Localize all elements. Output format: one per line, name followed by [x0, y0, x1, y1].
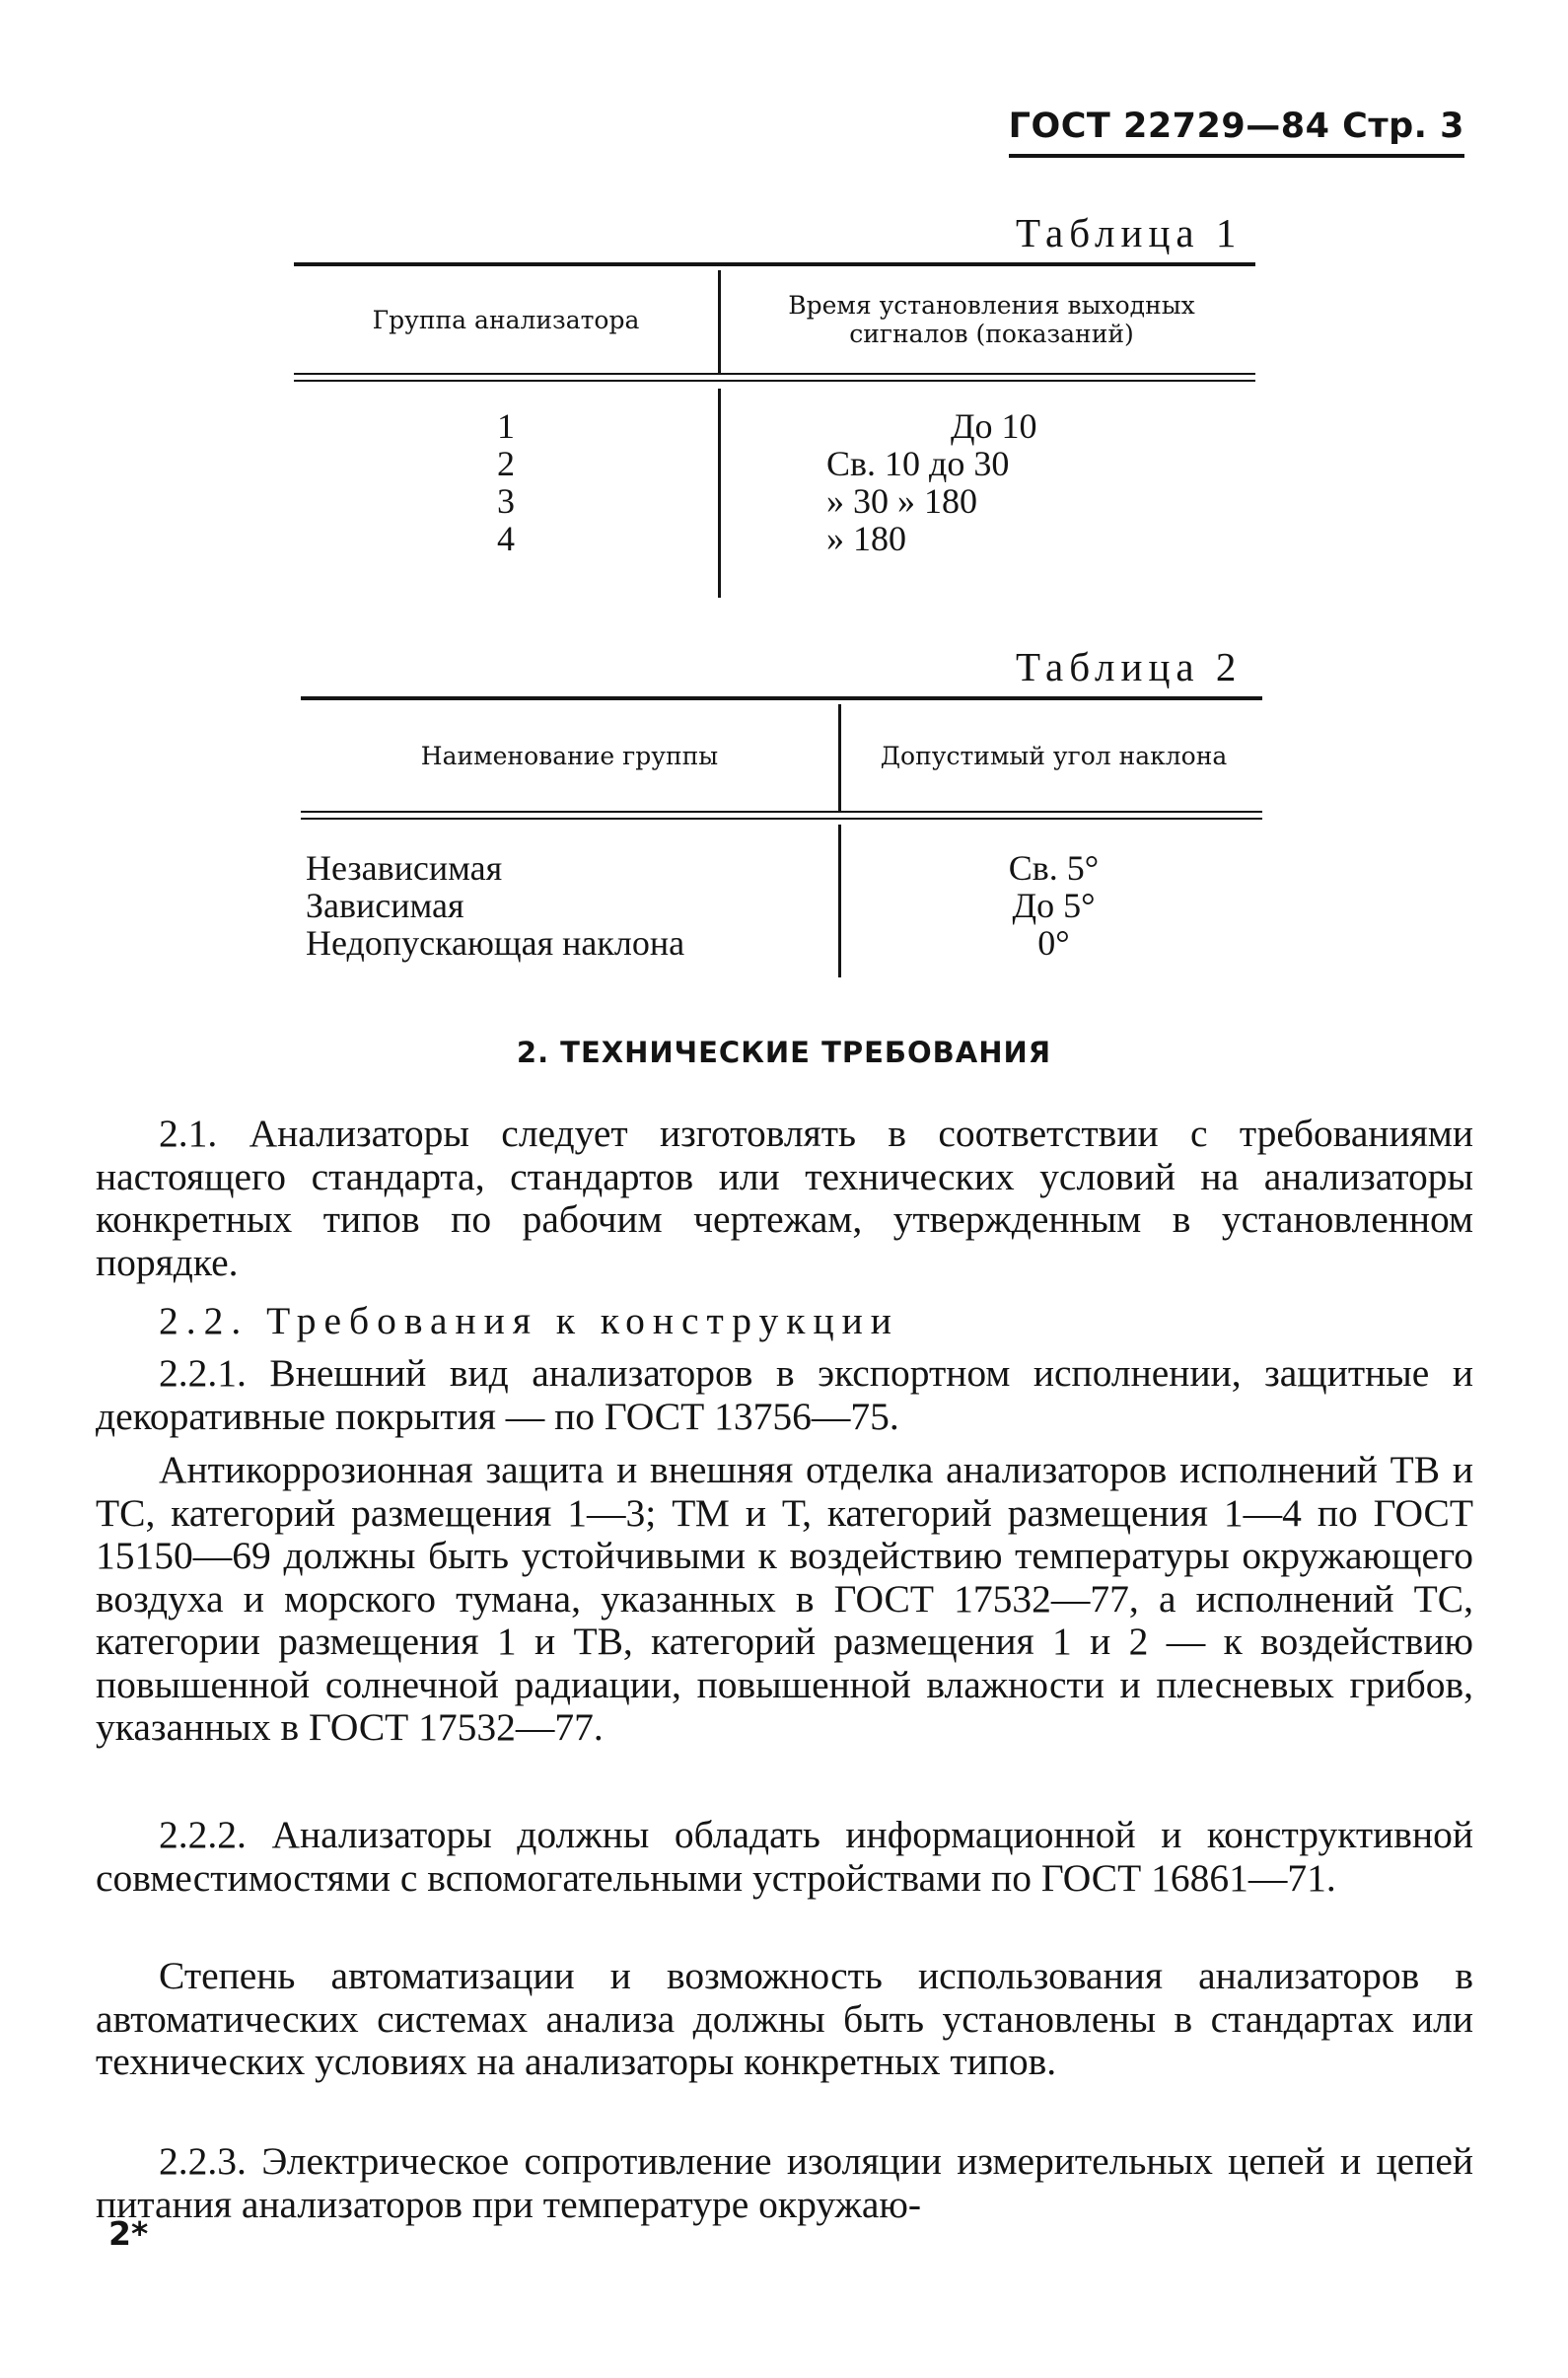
table2-header-rule	[301, 811, 1262, 820]
table1-top-rule	[294, 262, 1255, 266]
paragraph-2-2-1: 2.2.1. Внешний вид анализаторов в экспортном исполнении, защитные и декоративные покрытия — по ГОСТ 13756—75.	[96, 1351, 1473, 1438]
table2-cell: Зависимая	[306, 886, 464, 925]
table1-header-group: Группа анализатора	[372, 305, 640, 334]
table1-cell: До 10	[951, 406, 1037, 446]
paragraph-2-2-heading: 2.2. Требования к конструкции	[159, 1299, 899, 1342]
running-header: ГОСТ 22729—84 Стр. 3	[1009, 107, 1464, 158]
table2	[301, 696, 1262, 977]
table1-col-group	[294, 407, 718, 557]
paragraph-anticorrosion: Антикоррозионная защита и внешняя отделка анализаторов исполнений ТВ и ТС, категорий размещения 1—3; ТМ и Т, категорий размещения 1—4 по ГОСТ 15150—69 должны быть устойчивыми к воздействию температуры окружающего воздуха и морского тумана, указанных в ГОСТ 17532—77, а исполнений ТС, категории размещения 1 и ТВ, категорий размещения 1 и 2 — к воздействию повышенной солнечной радиации, повышенной влажности и плесневых грибов, указанных в ГОСТ 17532—77.	[96, 1448, 1473, 1749]
table2-cell: Независимая	[306, 848, 503, 888]
table1-header-time: Время установления выходных сигналов (показаний)	[788, 291, 1195, 348]
table1-cell: Св. 10 до 30	[826, 444, 1010, 483]
table2-cell: До 5°	[1012, 886, 1096, 925]
table1-cell: 4	[497, 519, 515, 558]
table1-cell: » 180	[826, 519, 906, 558]
table1-body-divider	[718, 389, 721, 598]
table2-cell: Св. 5°	[1008, 848, 1100, 888]
table2-top-rule	[301, 696, 1262, 700]
table1-cell: 2	[497, 444, 515, 483]
table1-header-divider	[718, 270, 721, 373]
table2-caption: Таблица 2	[1016, 644, 1243, 689]
table1-cell: 1	[497, 406, 515, 446]
table2-cell: 0°	[1037, 923, 1070, 963]
table1-cell: » 30 » 180	[826, 481, 977, 521]
table2-header-angle: Допустимый угол наклона	[880, 741, 1228, 770]
paragraph-2-2-2: 2.2.2. Анализаторы должны обладать информационной и конструктивной совместимостями с вспомогательными устройствами по ГОСТ 16861—71.	[96, 1813, 1473, 1900]
paragraph-2-2-3: 2.2.3. Электрическое сопротивление изоляции измерительных цепей и цепей питания анализаторов при температуре окружаю-	[96, 2139, 1473, 2226]
table1-caption: Таблица 1	[1016, 210, 1243, 255]
table1-col-time	[826, 407, 1037, 557]
table2-body-divider	[838, 825, 841, 977]
table2-col-angle	[845, 849, 1262, 962]
paragraph-automation: Степень автоматизации и возможность использования анализаторов в автоматических системах анализа должны быть установлены в стандартах или технических условиях на анализаторы конкретных типов.	[96, 1954, 1473, 2083]
table2-header-divider	[838, 704, 841, 811]
paragraph-2-1: 2.1. Анализаторы следует изготовлять в соответствии с требованиями настоящего стандарта, стандартов или технических условий на анализаторы конкретных типов по рабочим чертежам, утвержденным в установленном порядке.	[96, 1112, 1473, 1284]
table1	[294, 262, 1255, 598]
table1-header-rule	[294, 373, 1255, 382]
table1-cell: 3	[497, 481, 515, 521]
section-title: 2. ТЕХНИЧЕСКИЕ ТРЕБОВАНИЯ	[516, 1036, 1052, 1069]
table2-header-name: Наименование группы	[420, 741, 719, 770]
signature-mark: 2*	[108, 2214, 149, 2253]
table2-col-name	[306, 849, 684, 962]
table2-cell: Недопускающая наклона	[306, 923, 685, 963]
